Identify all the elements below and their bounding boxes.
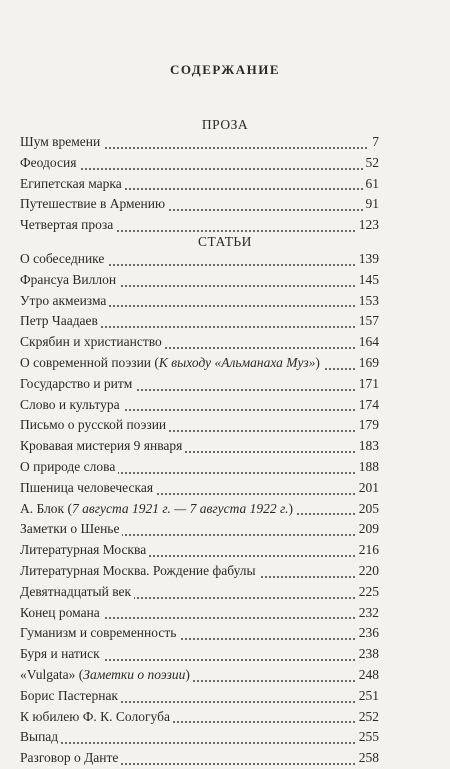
entry-title [20, 561, 259, 582]
entry-title-text: Скрябин и христианство [20, 334, 162, 350]
entry-title-text: Кровавая мистерия 9 января [20, 438, 183, 454]
entry-title-text: Гуманизм и современность [20, 625, 177, 641]
page-number: 238 [356, 644, 379, 665]
dot-leader [20, 742, 379, 744]
entry-title [20, 603, 103, 624]
entry-title-text: Путешествие в Армению [20, 196, 166, 212]
entry-title [20, 332, 165, 353]
entry-title-text: Утро акмеизма [20, 292, 107, 308]
entry-title [20, 353, 323, 374]
toc-entry [20, 270, 379, 291]
toc-entry [20, 478, 379, 499]
entry-title [20, 707, 173, 728]
toc-entry [20, 540, 379, 561]
page-number: 61 [363, 174, 380, 195]
page-number: 145 [356, 270, 379, 291]
page-number: 171 [356, 374, 379, 395]
entry-title [20, 519, 122, 540]
entry-title-text: О природе слова [20, 458, 116, 474]
entry-title [20, 215, 116, 236]
entry-title [20, 748, 121, 769]
entry-title [20, 499, 296, 520]
entry-title [20, 311, 101, 332]
toc-entry [20, 603, 379, 624]
entry-title-text: Феодосия [20, 154, 77, 170]
page-number: 216 [356, 540, 379, 561]
page-number: 157 [356, 311, 379, 332]
page-number: 252 [356, 707, 379, 728]
page-number: 139 [356, 249, 379, 270]
entry-title-text: Письмо о русской поэзии [20, 417, 167, 433]
entry-title [20, 540, 149, 561]
entry-title [20, 686, 121, 707]
entry-title [20, 374, 135, 395]
page-title: СОДЕРЖАНИЕ [169, 62, 281, 77]
entry-title [20, 457, 118, 478]
entry-title-text: Шум времени [20, 134, 101, 149]
entry-title-text: Литературная Москва. Рождение фабулы [20, 562, 256, 578]
entry-title-suffix: ) [315, 354, 320, 370]
entry-title [20, 249, 107, 270]
page-number: 248 [356, 665, 379, 686]
toc-entry [20, 665, 379, 686]
page-number: 174 [356, 395, 379, 416]
entry-title-text: А. Блок ( [20, 500, 72, 516]
toc-entry [20, 727, 379, 748]
entry-title-text: Петр Чаадаев [20, 313, 98, 329]
page-number: 91 [363, 194, 380, 215]
page-number: 209 [356, 519, 379, 540]
page-number: 236 [356, 623, 379, 644]
prose-entries [20, 132, 379, 236]
page-number: 232 [356, 603, 379, 624]
page-number: 153 [356, 291, 379, 312]
toc-entry [20, 194, 379, 215]
toc-entry [20, 249, 379, 270]
entry-title-text: Слово и культура [20, 396, 120, 412]
entry-title-text: Литературная Москва [20, 542, 147, 558]
entry-title-italic: К выходу «Альманаха Муз» [158, 354, 316, 370]
entry-title-text: Девятнадцатый век [20, 583, 132, 599]
page-number: 225 [356, 582, 379, 603]
section-heading-prose: ПРОЗА [201, 117, 249, 132]
entry-title [20, 153, 79, 174]
toc-entry [20, 644, 379, 665]
entry-title [20, 194, 168, 215]
entry-title-suffix: ) [185, 666, 190, 682]
entry-title [20, 727, 61, 748]
entry-title-italic: 7 августа 1921 г. — 7 августа 1922 г. [72, 500, 289, 516]
toc-entry [20, 499, 379, 520]
toc-entry [20, 415, 379, 436]
entry-title [20, 582, 134, 603]
entry-title-text: О современной поэзии ( [20, 354, 159, 370]
page-number: 201 [356, 478, 379, 499]
entry-title [20, 174, 125, 195]
entry-title-text: Франсуа Виллон [20, 271, 117, 287]
entry-title-text: Государство и ритм [20, 375, 133, 391]
entry-title-suffix: ) [288, 500, 293, 516]
toc-entry [20, 707, 379, 728]
entry-title [20, 665, 193, 686]
section-heading-articles: СТАТЬИ [198, 234, 252, 249]
page-number: 123 [356, 215, 379, 236]
page-number: 205 [356, 499, 379, 520]
entry-title-text: Борис Пастернак [20, 687, 118, 703]
entry-title [20, 478, 156, 499]
page-number: 220 [356, 561, 379, 582]
entry-title [20, 623, 179, 644]
page-number: 251 [356, 686, 379, 707]
entry-title-text: Пшеница человеческая [20, 479, 154, 495]
toc-entry [20, 457, 379, 478]
entry-title-text: Заметки о Шенье [20, 521, 120, 537]
toc-entry [20, 686, 379, 707]
entry-title [20, 644, 103, 665]
toc-entry [20, 311, 379, 332]
toc-entry [20, 561, 379, 582]
entry-title [20, 291, 109, 312]
toc-entry [20, 215, 379, 236]
entry-title [20, 436, 185, 457]
entry-title-text: О собеседнике [20, 251, 105, 266]
page-number: 183 [356, 436, 379, 457]
page-number: 52 [363, 153, 380, 174]
entry-title-text: Разговор о Данте [20, 750, 119, 766]
toc-entry [20, 748, 379, 769]
toc-entry [20, 153, 379, 174]
toc-entry [20, 582, 379, 603]
toc-entry [20, 374, 379, 395]
toc-entry [20, 395, 379, 416]
toc-entry [20, 291, 379, 312]
entry-title-text: Буря и натиск [20, 646, 100, 662]
entry-title [20, 415, 169, 436]
toc-entry [20, 519, 379, 540]
entry-title [20, 395, 123, 416]
toc-entry [20, 436, 379, 457]
toc-entry [20, 174, 379, 195]
entry-title-text: К юбилею Ф. К. Сологуба [20, 708, 170, 724]
page-number: 258 [356, 748, 379, 769]
articles-entries [20, 249, 379, 769]
toc-entry [20, 623, 379, 644]
entry-title-text: Выпад [20, 729, 59, 745]
entry-title [20, 270, 119, 291]
page-number: 169 [356, 353, 379, 374]
page-number: 7 [369, 132, 379, 153]
entry-title [20, 132, 103, 153]
entry-title-text: Египетская марка [20, 175, 122, 191]
toc-entry [20, 332, 379, 353]
toc-entry [20, 353, 379, 374]
page-number: 179 [356, 415, 379, 436]
toc-entry [20, 132, 379, 153]
entry-title-text: Четвертая проза [20, 217, 114, 233]
entry-title-text: Конец романа [20, 604, 100, 620]
page-number: 255 [356, 727, 379, 748]
page-number: 164 [356, 332, 379, 353]
entry-title-italic: Заметки о поэзии [83, 666, 186, 682]
page-number: 188 [356, 457, 379, 478]
entry-title-text: «Vulgata» ( [20, 666, 84, 682]
